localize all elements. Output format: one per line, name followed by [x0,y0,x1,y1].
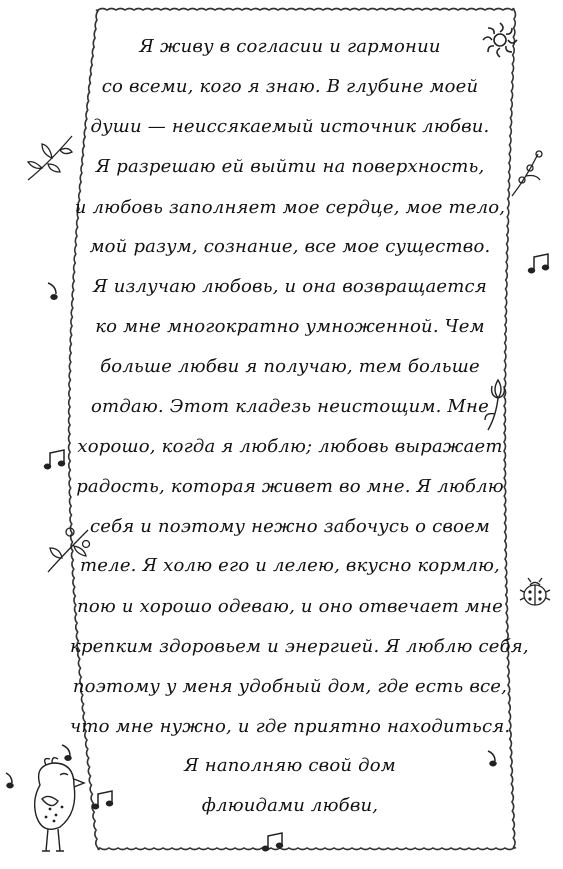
text-line: души — неиссякаемый источник любви. [90,116,490,137]
branch-icon [508,148,548,200]
music-note-icon [260,832,286,854]
text-line: отдаю. Этот кладезь неистощим. Мне [91,396,489,417]
text-line: пою и хорошо одеваю, и оно отвечает мне [77,596,503,617]
text-line: мой разум, сознание, все мое существо. [89,236,491,257]
music-note-icon [90,790,116,812]
music-note-icon [42,448,68,472]
text-line: больше любви я получаю, тем больше [100,356,480,377]
text-line: Я излучаю любовь, и она возвращается [93,276,487,297]
text-line: ко мне многократно умноженной. Чем [95,316,485,337]
text-line: Я живу в согласии и гармонии [139,36,441,57]
music-note-icon [484,748,500,770]
branch-icon [22,128,80,188]
text-line: что мне нужно, и где приятно находиться. [70,716,511,737]
bird-icon [20,755,92,855]
text-line: себя и поэтому нежно забочусь о своем [89,516,491,537]
text-line: теле. Я холю его и лелею, вкусно кормлю, [80,555,500,576]
text-line: хорошо, когда я люблю; любовь выражает [77,436,503,457]
text-line: со всеми, кого я знаю. В глубине моей [101,76,479,97]
text-line: Я разрешаю ей выйти на поверхность, [95,156,485,177]
sun-ornament-icon [478,18,522,62]
text-line: флюидами любви, [201,795,379,816]
text-line: поэтому у меня удобный дом, где есть все, [72,676,508,697]
flower-icon [482,376,516,432]
text-line: крепким здоровьем и энергией. Я люблю себя, [70,636,529,657]
text-line: радость, которая живет во мне. Я люблю [76,476,504,497]
ladybug-icon [518,576,552,610]
branch-icon [40,520,96,576]
music-note-icon [526,252,552,276]
music-note-icon [44,280,62,304]
music-note-icon [2,770,16,792]
text-line: и любовь заполняет мое сердце, мое тело, [74,197,506,218]
text-line: Я наполняю свой дом [184,755,396,776]
